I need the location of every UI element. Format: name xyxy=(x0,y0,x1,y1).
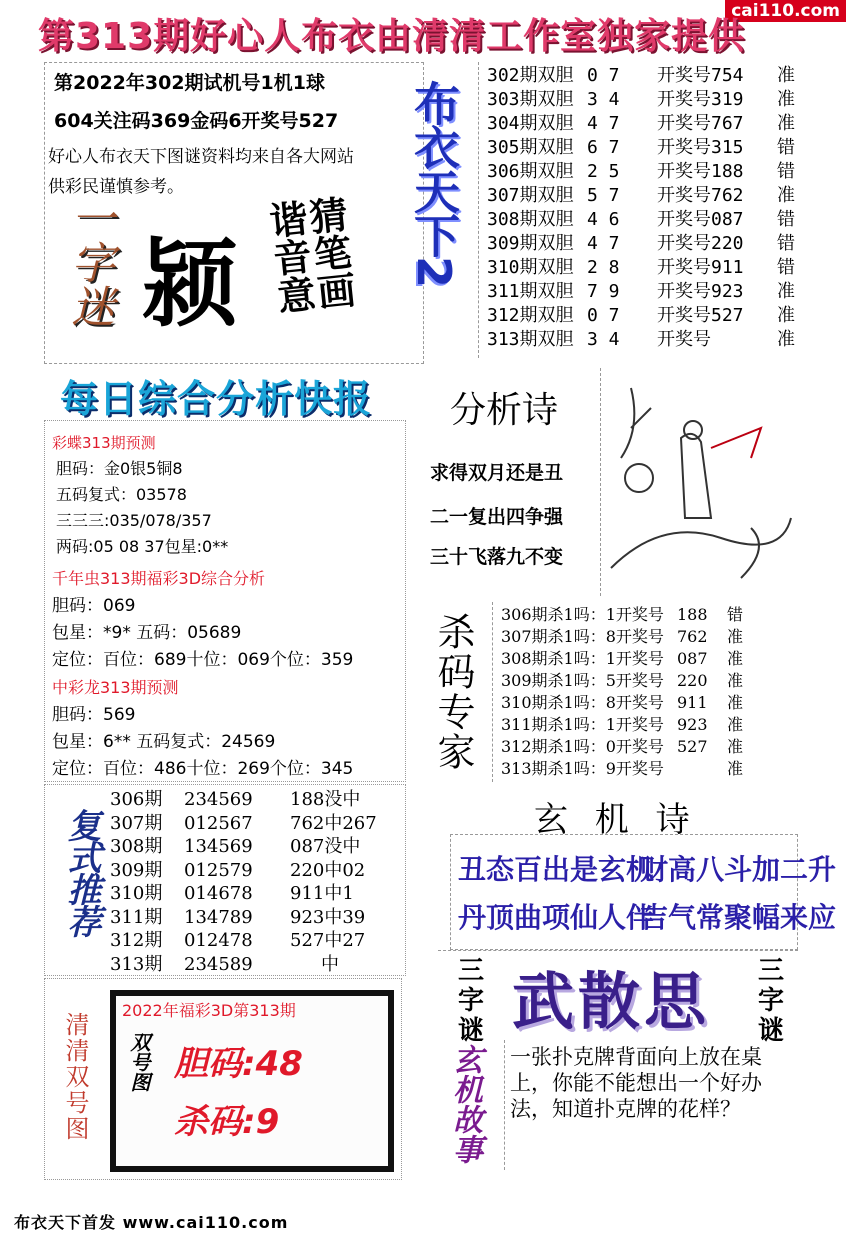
double-gall-mark: 错 xyxy=(777,209,795,230)
complex-period: 306期 xyxy=(110,789,163,810)
xuanji-line2b: 吉气常聚幅来应 xyxy=(640,901,837,934)
double-gall-result: 开奖号188 xyxy=(657,161,744,182)
complex-res: 911中1 xyxy=(290,883,354,904)
double-gall-row xyxy=(487,64,807,88)
xuanji-line1b: 财高八斗加二升 xyxy=(640,853,837,886)
double-gall-row xyxy=(487,328,807,352)
main-title: 第313期好心人布衣由清清工作室独家提供 xyxy=(38,16,746,57)
double-gall-period: 310期双胆 xyxy=(487,257,574,278)
analysis-l2: 五码复式：03578 xyxy=(56,485,187,504)
kill-mark: 准 xyxy=(727,759,744,778)
disclaimer-line2: 供彩民谨慎参考。 xyxy=(48,177,184,197)
poem-line3: 三十飞落九不变 xyxy=(430,546,564,568)
complex-res: 762中267 xyxy=(290,812,377,834)
double-gall-result: 开奖号087 xyxy=(657,209,744,230)
xuanji-title: 玄 机 诗 xyxy=(534,800,698,840)
double-gall-table xyxy=(478,62,809,358)
complex-period: 309期 xyxy=(110,859,163,881)
riddle-hint1: 猜笔画 xyxy=(301,194,357,312)
complex-res: 中 xyxy=(321,953,339,975)
kill-mark: 准 xyxy=(727,693,744,712)
complex-label: 复式推荐 xyxy=(61,808,101,936)
complex-period: 311期 xyxy=(110,906,163,928)
double-gall-mark: 错 xyxy=(777,257,795,278)
double-gall-period: 303期双胆 xyxy=(487,89,574,110)
complex-period: 308期 xyxy=(110,836,163,857)
complex-res: 923中39 xyxy=(290,906,366,928)
kill-num: 762 xyxy=(677,627,708,646)
story-text: 一张扑克牌背面向上放在桌上，你能不能想出一个好办法，知道扑克牌的花样？ xyxy=(510,1045,762,1121)
complex-nums: 014678 xyxy=(184,883,253,904)
double-gall-result: 开奖号911 xyxy=(657,257,744,278)
kill-text: 313期杀1吗：9开奖号 xyxy=(501,759,664,778)
complex-res: 087没中 xyxy=(290,836,361,857)
double-gall-result: 开奖号754 xyxy=(657,65,744,86)
xuanji-line1a: 丑态百出是玄机 xyxy=(458,853,655,886)
double-gall-nums: 2 5 xyxy=(587,161,620,182)
double-gall-nums: 6 7 xyxy=(587,137,620,158)
riddle-hint2: 谐音意 xyxy=(261,198,317,316)
kill-mark: 准 xyxy=(727,627,744,646)
kill-num: 087 xyxy=(677,649,708,668)
trial-number-line: 第2022年302期试机号1机1球 xyxy=(54,72,325,94)
double-gall-row xyxy=(487,160,807,184)
double-gall-period: 309期双胆 xyxy=(487,233,574,254)
double-gall-result: 开奖号 xyxy=(657,329,711,350)
complex-row xyxy=(110,859,390,882)
kill-row xyxy=(501,758,757,780)
double-gall-period: 312期双胆 xyxy=(487,305,574,326)
kill-row xyxy=(501,670,757,692)
double-gall-result: 开奖号923 xyxy=(657,281,744,302)
xuanji-line2a: 丹顶曲项仙人伴 xyxy=(458,901,655,934)
complex-row xyxy=(110,906,390,929)
double-gall-period: 307期双胆 xyxy=(487,185,574,206)
complex-nums: 134789 xyxy=(184,906,253,928)
kill-row xyxy=(501,604,757,626)
kill-label: 杀码专家 xyxy=(431,612,475,772)
double-gall-mark: 错 xyxy=(777,161,795,182)
card-dan-code: 胆码:48 xyxy=(174,1044,303,1084)
double-gall-mark: 准 xyxy=(777,281,795,302)
complex-period: 313期 xyxy=(110,953,163,975)
qingqing-label: 清清双号图 xyxy=(61,1012,89,1142)
double-gall-mark: 错 xyxy=(777,233,795,254)
double-gall-row xyxy=(487,304,807,328)
double-gall-nums: 5 7 xyxy=(587,185,620,206)
analysis-h3: 中彩龙313期预测 xyxy=(52,678,179,697)
three-riddle-left: 三字谜 xyxy=(457,956,484,1046)
complex-res: 188没中 xyxy=(290,789,361,810)
double-gall-period: 311期双胆 xyxy=(487,281,574,302)
double-gall-period: 305期双胆 xyxy=(487,137,574,158)
three-riddle-right: 三字谜 xyxy=(757,956,784,1046)
double-gall-mark: 准 xyxy=(777,65,795,86)
double-gall-period: 306期双胆 xyxy=(487,161,574,182)
complex-row xyxy=(110,788,390,811)
kill-row xyxy=(501,626,757,648)
double-gall-result: 开奖号762 xyxy=(657,185,744,206)
double-gall-result: 开奖号767 xyxy=(657,113,744,134)
kill-table xyxy=(492,602,799,782)
analysis-l4: 两码:05 08 37包星:0** xyxy=(56,537,229,556)
kill-row xyxy=(501,714,757,736)
complex-res: 220中02 xyxy=(290,859,366,881)
kill-num: 188 xyxy=(677,605,708,624)
double-gall-nums: 2 8 xyxy=(587,257,620,278)
kill-row xyxy=(501,736,757,758)
double-gall-period: 304期双胆 xyxy=(487,113,574,134)
complex-nums: 234569 xyxy=(184,789,253,810)
double-gall-mark: 准 xyxy=(777,89,795,110)
poem-title: 分析诗 xyxy=(450,390,559,431)
double-gall-nums: 4 6 xyxy=(587,209,620,230)
double-gall-row xyxy=(487,280,807,304)
kill-num: 923 xyxy=(677,715,708,734)
footer-credit[interactable]: 布衣天下首发 www.cai110.com xyxy=(14,1213,289,1232)
poem-illustration xyxy=(600,368,799,596)
analysis-l7: 定位：百位：689十位：069个位：359 xyxy=(52,650,354,670)
double-gall-period: 313期双胆 xyxy=(487,329,574,350)
complex-row xyxy=(110,835,390,858)
kill-mark: 准 xyxy=(727,671,744,690)
double-gall-period: 302期双胆 xyxy=(487,65,574,86)
complex-res: 527中27 xyxy=(290,930,366,951)
complex-nums: 012579 xyxy=(184,859,253,881)
story-label: 玄机故事 xyxy=(447,1044,482,1164)
card-kill-code: 杀码:9 xyxy=(174,1102,280,1142)
kill-mark: 准 xyxy=(727,737,744,756)
double-gall-nums: 0 7 xyxy=(587,305,620,326)
analysis-h1: 彩蝶313期预测 xyxy=(52,434,156,452)
riddle-side-label: 一字迷 xyxy=(63,196,114,328)
disclaimer-line1: 好心人布衣天下图谜资料均来自各大网站 xyxy=(48,147,354,167)
double-gall-nums: 7 9 xyxy=(587,281,620,302)
kill-text: 312期杀1吗：0开奖号 xyxy=(501,737,664,756)
double-gall-nums: 3 4 xyxy=(587,89,620,110)
kill-num: 220 xyxy=(677,671,708,690)
card-title: 2022年福彩3D第313期 xyxy=(122,1001,296,1020)
complex-row xyxy=(110,929,390,952)
analysis-l9: 包星：6** 五码复式：24569 xyxy=(52,732,276,752)
double-gall-row xyxy=(487,184,807,208)
analysis-l6: 包星：*9* 五码：05689 xyxy=(52,623,242,643)
kill-text: 309期杀1吗：5开奖号 xyxy=(501,671,664,690)
poem-line1: 求得双月还是丑 xyxy=(430,462,564,484)
double-gall-result: 开奖号220 xyxy=(657,233,744,254)
poem-line2: 二一复出四争强 xyxy=(430,506,564,528)
card-side-label: 双号图 xyxy=(127,1032,151,1092)
double-gall-row xyxy=(487,208,807,232)
double-gall-nums: 4 7 xyxy=(587,233,620,254)
analysis-h2: 千年虫313期福彩3D综合分析 xyxy=(52,569,266,588)
double-gall-nums: 4 7 xyxy=(587,113,620,134)
double-gall-mark: 准 xyxy=(777,113,795,134)
double-gall-row xyxy=(487,256,807,280)
double-gall-result: 开奖号527 xyxy=(657,305,744,326)
double-gall-nums: 3 4 xyxy=(587,329,620,350)
kill-mark: 准 xyxy=(727,715,744,734)
kill-num: 911 xyxy=(677,693,708,712)
kill-text: 308期杀1吗：1开奖号 xyxy=(501,649,664,668)
double-gall-result: 开奖号315 xyxy=(657,137,744,158)
double-gall-row xyxy=(487,88,807,112)
double-gall-row xyxy=(487,232,807,256)
complex-period: 310期 xyxy=(110,883,163,904)
scholar-sketch-icon xyxy=(601,368,799,596)
double-gall-period: 308期双胆 xyxy=(487,209,574,230)
double-gall-row xyxy=(487,136,807,160)
kill-text: 311期杀1吗：1开奖号 xyxy=(501,715,664,734)
kill-text: 307期杀1吗：8开奖号 xyxy=(501,627,664,646)
double-number-card xyxy=(110,990,394,1172)
kill-text: 310期杀1吗：8开奖号 xyxy=(501,693,664,712)
complex-nums: 134569 xyxy=(184,836,253,857)
kill-text: 306期杀1吗：1开奖号 xyxy=(501,605,664,624)
riddle-big-char: 颍 xyxy=(142,227,238,340)
complex-row xyxy=(110,882,390,905)
daily-banner: 每日综合分析快报 xyxy=(60,377,373,421)
kill-mark: 错 xyxy=(727,605,744,624)
double-gall-nums: 0 7 xyxy=(587,65,620,86)
kill-mark: 准 xyxy=(727,649,744,668)
double-gall-row xyxy=(487,112,807,136)
kill-row xyxy=(501,648,757,670)
complex-nums: 012478 xyxy=(184,930,253,951)
analysis-l8: 胆码：569 xyxy=(52,705,136,725)
complex-nums: 234589 xyxy=(184,953,253,975)
complex-nums: 012567 xyxy=(184,812,253,834)
complex-row xyxy=(110,812,390,835)
brand-vertical: 布衣天下2 xyxy=(407,80,461,287)
kill-num: 527 xyxy=(677,737,708,756)
analysis-l5: 胆码：069 xyxy=(52,596,136,616)
analysis-l10: 定位：百位：486十位：269个位：345 xyxy=(52,759,354,779)
complex-period: 307期 xyxy=(110,812,163,834)
analysis-l3: 三三三:035/078/357 xyxy=(56,511,212,530)
double-gall-mark: 错 xyxy=(777,137,795,158)
kill-row xyxy=(501,692,757,714)
complex-row xyxy=(110,953,360,976)
three-riddle-answer: 武散思 xyxy=(512,965,711,1038)
site-badge[interactable]: cai110.com xyxy=(725,0,846,22)
analysis-l1: 胆码：金0银5铜8 xyxy=(56,459,183,478)
focus-code-line: 604关注码369金码6开奖号527 xyxy=(54,110,339,132)
complex-period: 312期 xyxy=(110,930,163,951)
double-gall-mark: 准 xyxy=(777,329,795,350)
double-gall-mark: 准 xyxy=(777,305,795,326)
double-gall-mark: 准 xyxy=(777,185,795,206)
double-gall-result: 开奖号319 xyxy=(657,89,744,110)
